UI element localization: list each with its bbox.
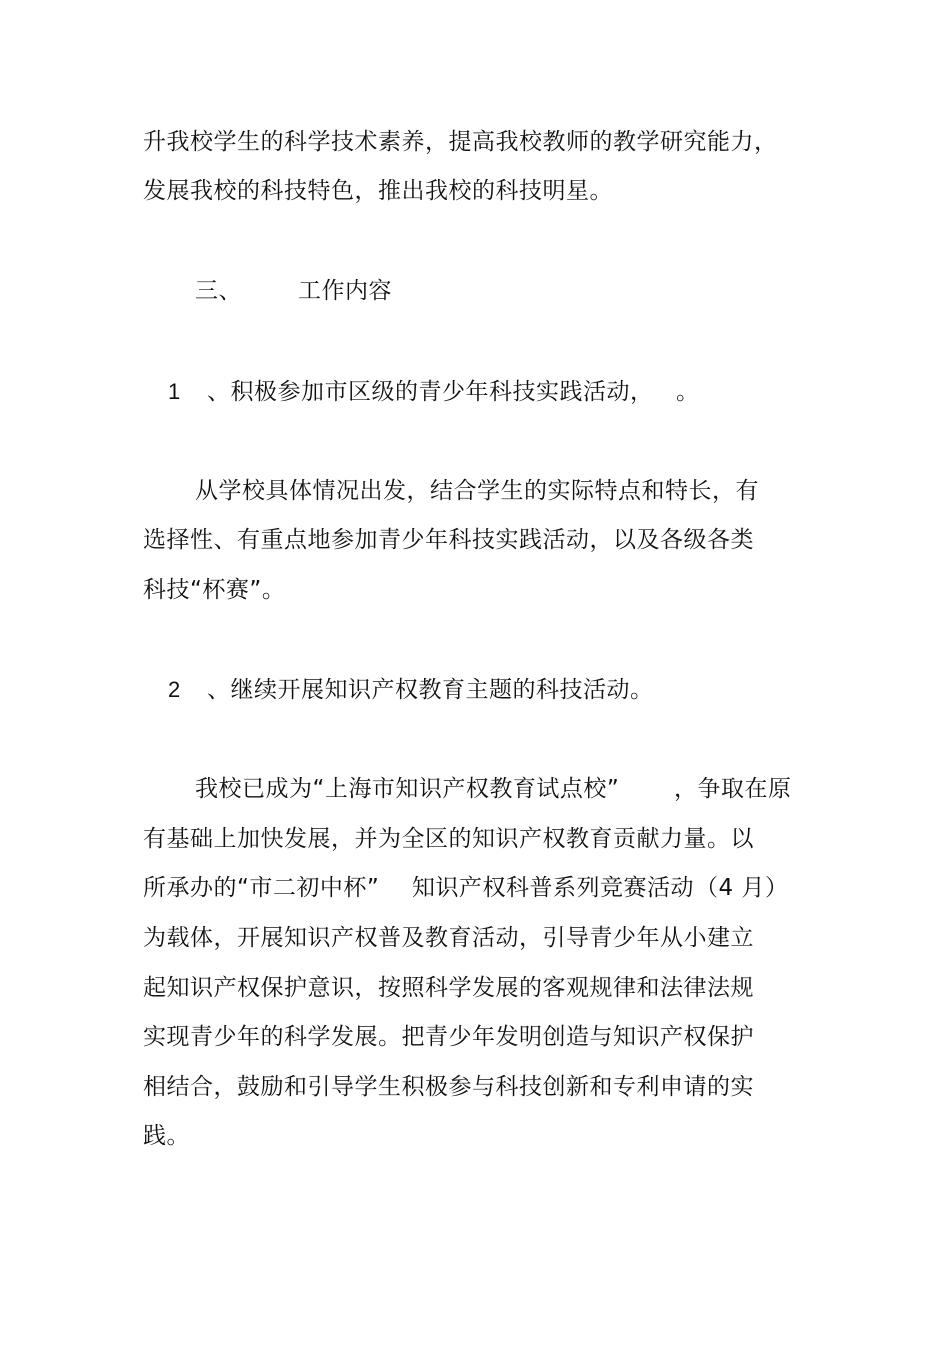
item-1-title-end: 。: [676, 379, 700, 405]
item-1-para-line-3: 科技“杯赛”。: [143, 577, 286, 603]
item-2-para-line-7: 相结合，鼓励和引导学生积极参与科技创新和专利申请的实: [143, 1074, 754, 1100]
item-2-para-line-5: 起知识产权保护意识，按照科学发展的客观规律和法律法规: [143, 975, 754, 1001]
item-2-para-line-1b: ，争取在原: [674, 776, 792, 802]
item-2-para-line-6: 实现青少年的科学发展。把青少年发明创造与知识产权保护: [143, 1024, 754, 1050]
intro-line-1: 升我校学生的科学技术素养，提高我校教师的教学研究能力，: [143, 129, 778, 155]
item-2-para-line-1a: 我校已成为“上海市知识产权教育试点校”: [195, 776, 620, 802]
item-2-number: 2: [168, 677, 181, 702]
item-2-para-line-4: 为载体，开展知识产权普及教育活动，引导青少年从小建立: [143, 925, 754, 951]
section-title: 工作内容: [298, 278, 392, 304]
item-1-para-line-2: 选择性、有重点地参加青少年科技实践活动，以及各级各类: [143, 527, 754, 553]
section-number: 三、: [195, 278, 242, 304]
item-2-para-line-3b: 知识产权科普系列竞赛活动: [412, 875, 694, 901]
item-2-para-line-8: 践。: [143, 1123, 190, 1149]
item-2-para-line-3c: （4 月）: [695, 875, 789, 901]
item-2-para-line-2: 有基础上加快发展，并为全区的知识产权教育贡献力量。以: [143, 826, 754, 852]
item-2-title: 、继续开展知识产权教育主题的科技活动。: [207, 677, 654, 703]
intro-line-2: 发展我校的科技特色，推出我校的科技明星。: [143, 178, 613, 204]
item-1-number: 1: [168, 379, 181, 404]
item-1-para-line-1: 从学校具体情况出发，结合学生的实际特点和特长，有: [195, 478, 759, 504]
item-2-para-line-3a: 所承办的“市二初中杯”: [143, 875, 380, 901]
item-1-title: 、积极参加市区级的青少年科技实践活动，: [207, 379, 654, 405]
